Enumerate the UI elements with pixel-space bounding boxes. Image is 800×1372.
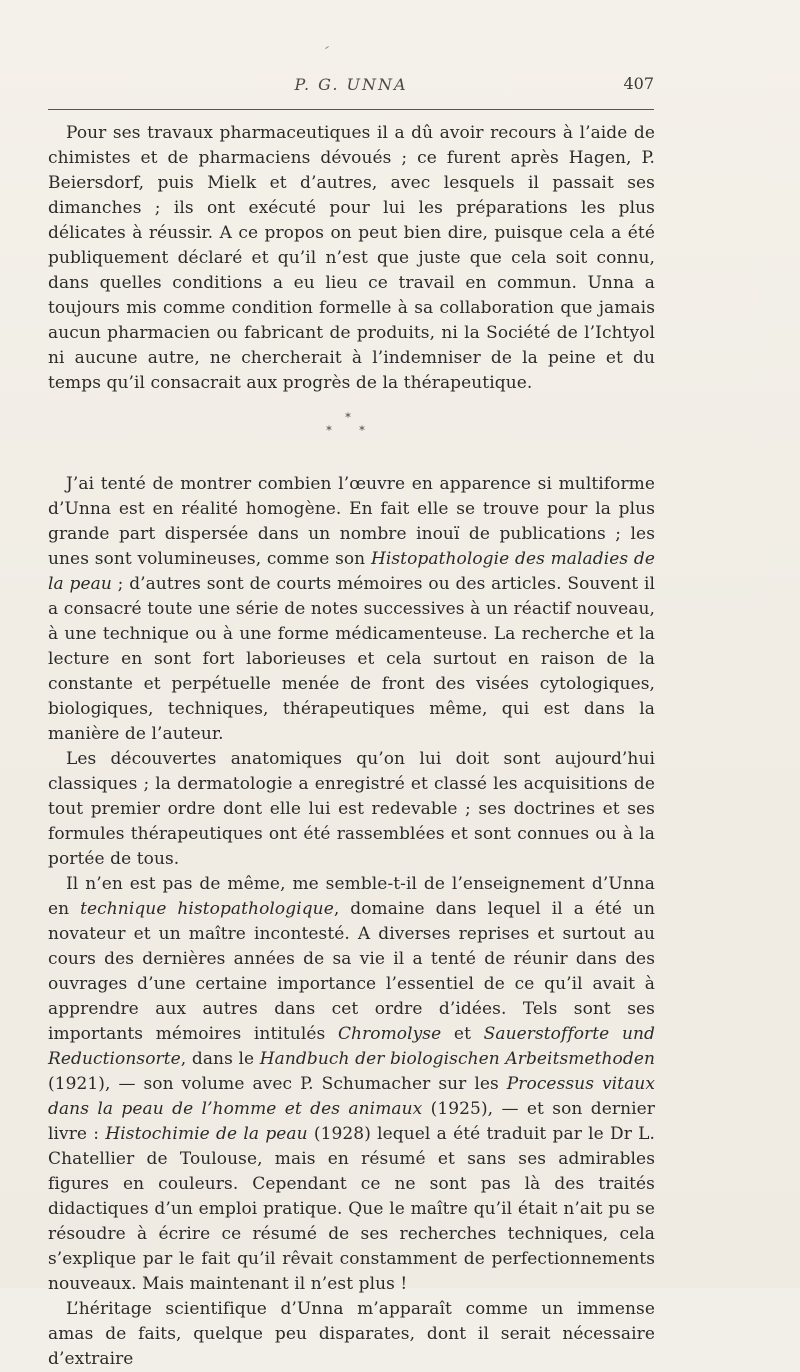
ornament-top: * <box>345 411 358 424</box>
paragraph-4-text-7: (1928) lequel a été traduit par le Dr L. Chatellier de Toulouse, mais en résumé et sans ses admirables figures en couleurs. Cependant ce ne sont pas là des traités didactiques d’un emploi pratique. Que le maître qu’il était n’ait pu se résoudre à écrire ce résumé de ses recherches techniques, cela s’explique par le fait qu’il rêvait constamment de perfectionnements nouveaux. Mais maintenant il n’est plus ! <box>48 1124 656 1294</box>
paragraph-5: L’héritage scientifique d’Unna m’apparaît comme un immense amas de faits, quelque peu disparates, dont il serait nécessaire d’extraire <box>48 1299 655 1369</box>
main-text <box>48 121 655 1372</box>
paragraph-4-text-3: et <box>441 1024 484 1044</box>
paragraph-4-text-2: , domaine dans lequel il a été un novateur et un maître incontesté. A diverses reprises et surtout au cours des dernières années de sa vie il a tenté de réunir dans des ouvrages d’une certaine importance l’essentiel de ce qu’il avait à apprendre aux autres dans cet ordre d’idées. Tels sont ses importants mémoires intitulés <box>48 899 656 1044</box>
header-rule <box>48 109 654 110</box>
title-histochimie: Histochimie de la peau <box>105 1124 308 1144</box>
paragraph-2 <box>48 472 655 747</box>
paragraph-4-text-5: (1921), — son volume avec P. Schumacher sur les <box>48 1074 507 1094</box>
running-title: P. G. UNNA <box>294 75 408 94</box>
paragraph-3: Les découvertes anatomiques qu’on lui doit sont aujourd’hui classiques ; la dermatologie a enregistré et classé les acquisitions de tout premier ordre dont elle lui est redevable ; ses doctrines et ses formules thérapeutiques ont été rassemblées et sont connues ou à la portée de tous. <box>48 749 655 869</box>
book-title-histopathologie: Histopathologie des maladies de la peau <box>48 549 655 594</box>
technique-title: technique histopathologique <box>80 899 334 919</box>
title-handbuch: Handbuch der biologischen Arbeitsmethoden <box>259 1049 656 1069</box>
paragraph-4-text-1: Il n’en est pas de même, me semble-t-il de l’enseignement d’Unna en <box>48 874 655 919</box>
page-number: 407 <box>623 74 654 93</box>
title-processus: Processus vitaux dans la peau de l’homme et des animaux <box>48 1074 655 1119</box>
ornament-bottom: * * <box>326 424 377 437</box>
paragraph-1: Pour ses travaux pharmaceutiques il a dû avoir recours à l’aide de chimistes et de pharmaciens dévoués ; ce furent après Hagen, P. Beiersdorf, puis Mielk et d’autres, avec lesquels il passait ses dimanches ; ils ont exécuté pour lui les préparations les plus délicates à réussir. A ce propos on peut bien dire, puisque cela a été publiquement déclaré et qu’il n’est que juste que cela soit connu, dans quelles conditions a eu lieu ce travail en commun. Unna a toujours mis comme condition formelle à sa collaboration que jamais aucun pharmacien ou fabricant de produits, ni la Société de l’Ichtyol ni aucune autre, ne chercherait à l’indemniser de la peine et du temps qu’il consacrait aux progrès de la thérapeutique. <box>48 123 655 393</box>
page-speck <box>325 46 329 49</box>
paragraph-2-text-2: ; d’autres sont de courts mémoires ou des articles. Souvent il a consacré toute une série de notes successives à un réactif nouveau, à une technique ou à une forme médicamenteuse. La recherche et la lecture en sont fort laborieuses et cela surtout en raison de la constante et perpétuelle menée de front des visées cytologiques, biologiques, techniques, thérapeutiques même, qui est dans la manière de l’auteur. <box>48 574 655 744</box>
title-sauerstofforte: Sauerstofforte und Reductionsorte <box>48 1024 655 1069</box>
section-ornament <box>48 412 655 460</box>
paragraph-2-text-1: J’ai tenté de montrer combien l’œuvre en apparence si multiforme d’Unna est en réalité homogène. En fait elle se trouve pour la plus grande part dispersée dans un nombre inouï de publications ; les unes sont volumineuses, comme son <box>48 474 655 569</box>
page-header <box>48 70 654 104</box>
paragraph-4 <box>48 872 655 1297</box>
title-chromolyse: Chromolyse <box>337 1024 442 1044</box>
paragraph-4-text-6: (1925), — et son dernier livre : <box>48 1099 655 1144</box>
paragraph-4-text-4: , dans le <box>180 1049 260 1069</box>
